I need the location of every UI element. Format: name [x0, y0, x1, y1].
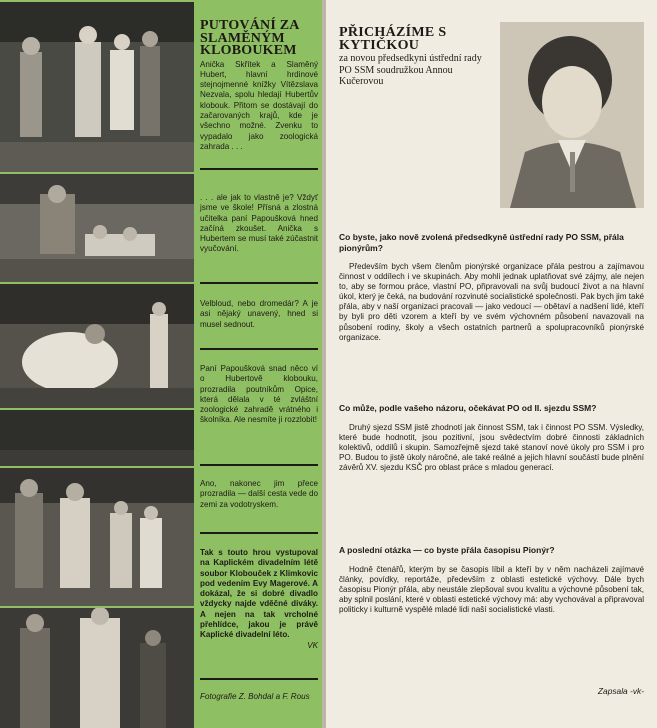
caption-separator — [200, 168, 318, 170]
interview-block-2 — [339, 403, 644, 473]
photo-camel-scene — [0, 284, 194, 408]
caption-text: Tak s touto hrou vystupoval na Kaplickém divadelním létě soubor Klobouček z Klimkovic pod vedením Evy Magerové. A dokázal, že si dobré divadlo vždycky najde vděčné diváky. A nejen na tak vrcholné přehlídce, jakou je právě Kaplické divadelní léto. — [200, 548, 318, 640]
photo-finale-scene — [0, 608, 194, 728]
caption-block-1 — [200, 20, 318, 152]
caption-separator — [200, 678, 318, 680]
interview-block-3 — [339, 545, 644, 615]
caption-separator — [200, 464, 318, 466]
caption-block-credit — [200, 692, 318, 702]
caption-block-2 — [200, 193, 318, 255]
photo-dark-strip — [0, 410, 194, 466]
interview-question: A poslední otázka — co byste přála časopisu Pionýr? — [339, 545, 555, 555]
caption-signature: VK — [307, 640, 318, 650]
photo-credit: Fotografie Z. Bohdal a F. Rous — [200, 692, 310, 701]
photo-school-scene — [0, 174, 194, 282]
caption-text: Anička Skřítek a Slaměný Hubert, hlavní hrdinové stejnojmenné knížky Vítězslava Nezvala, spolu hledají Hubertův klobouk. Přitom se dostávají do začarovaných krajů, kde je všechno možné. Zvenku to vypadalo jako zoologická zahrada . . . — [200, 59, 318, 151]
caption-separator — [200, 532, 318, 534]
interview-question: Co může, podle vašeho názoru, očekávat PO od II. sjezdu SSM? — [339, 403, 597, 413]
interview-answer: Hodně čtenářů, kterým by se časopis líbil a kteří by v něm nacházeli zajímavé články, povídky, reportáže, především z oblasti estetické výchovy. Dále bych časopisu Pionýr přála, aby neustále zlepšoval svou kvalitu a výchovné působení tak, aby splnil poslání, které v oblasti estetické výchovy má: aby vychovával a připravoval politicky i kulturně vyspělé mladé lidi naší socialistické vlasti. — [339, 564, 644, 614]
caption-text: Paní Papoušková snad něco ví o Hubertově klobouku, prozradila poutníkům Opice, která dělala v té zvláštní zoologické zahradě vrátného i školníka. Ale nesmíte ji rozzlobit! — [200, 364, 318, 425]
caption-block-6 — [200, 548, 318, 651]
photo-stage-zoo — [0, 2, 194, 172]
interview-block-1 — [339, 232, 644, 343]
interview-subtitle: za novou předsedkyni ústřední rady PO SSM soudružkou Annou Kučerovou — [339, 53, 482, 87]
caption-block-4 — [200, 364, 318, 426]
caption-text: Velbloud, nebo dromedár? A je asi nějaký unavený, hned si musel sednout. — [200, 299, 318, 329]
feature-title: PUTOVÁNÍ ZA SLAMĚNÝM KLOBOUKEM — [200, 18, 299, 58]
caption-block-3 — [200, 299, 318, 330]
interview-question: Co byste, jako nově zvolená předsedkyně ústřední rady PO SSM, přála pionýrům? — [339, 232, 624, 253]
caption-separator — [200, 282, 318, 284]
captions-column — [200, 0, 318, 728]
caption-block-5 — [200, 479, 318, 510]
photo-monkey-scene — [0, 468, 194, 606]
caption-text: Ano, nakonec jim přece prozradila — další cesta vede do zemi za vodotryskem. — [200, 479, 318, 509]
caption-separator — [200, 348, 318, 350]
portrait-photo — [500, 22, 644, 208]
interview-answer: Především bych všem členům pionýrské organizace přála pestrou a zajímavou činnost v oddílech i ve skupinách. Aby mohli jednak uplatňovat své zájmy, ale nejen to, aby se formou práce, vlastní PO, připravovali na svůj budoucí život a na hlavní úkol, který je čeká, na budování rozvinuté socialistické společnosti. Pak bych jim také přála, aby v naší organizaci pracovali — jako vedoucí — obětaví a nadšení lidé, kteří by byli pro děti vzorem a kteří by ve svém výchovném působení navazovali na působení rodiny, školy a všech ostatních partnerů a spolupracovníků pionýrské organizace. — [339, 262, 645, 342]
interview-signature: Zapsala -vk- — [597, 686, 644, 696]
interview-answer: Druhý sjezd SSM jistě zhodnotí jak činnost SSM, tak i činnost PO SSM. Výsledky, které bude hodnotit, jsou pozitivní, jsou svědectvím dobré činnosti základních kolektivů, oddílů i skupin. Samozřejmě sjezd také stanoví nové úkoly pro SSM i pro PO. Budou to jistě úkoly náročné, ale také reálné a jejich hlavní součástí bude plnění závěrů XV. sjezdu KSČ pro oblast práce s mladou generací. — [339, 422, 644, 472]
interview-title: PŘICHÁZÍME S KYTIČKOU — [339, 25, 447, 53]
caption-text: . . . ale jak to vlastně je? Vždyť jsme ve škole! Přísná a zlostná učitelka paní Papoušková hned začíná zkoušet. Anička s Hubertem se musí také zúčastnit vyučování. — [200, 193, 318, 254]
